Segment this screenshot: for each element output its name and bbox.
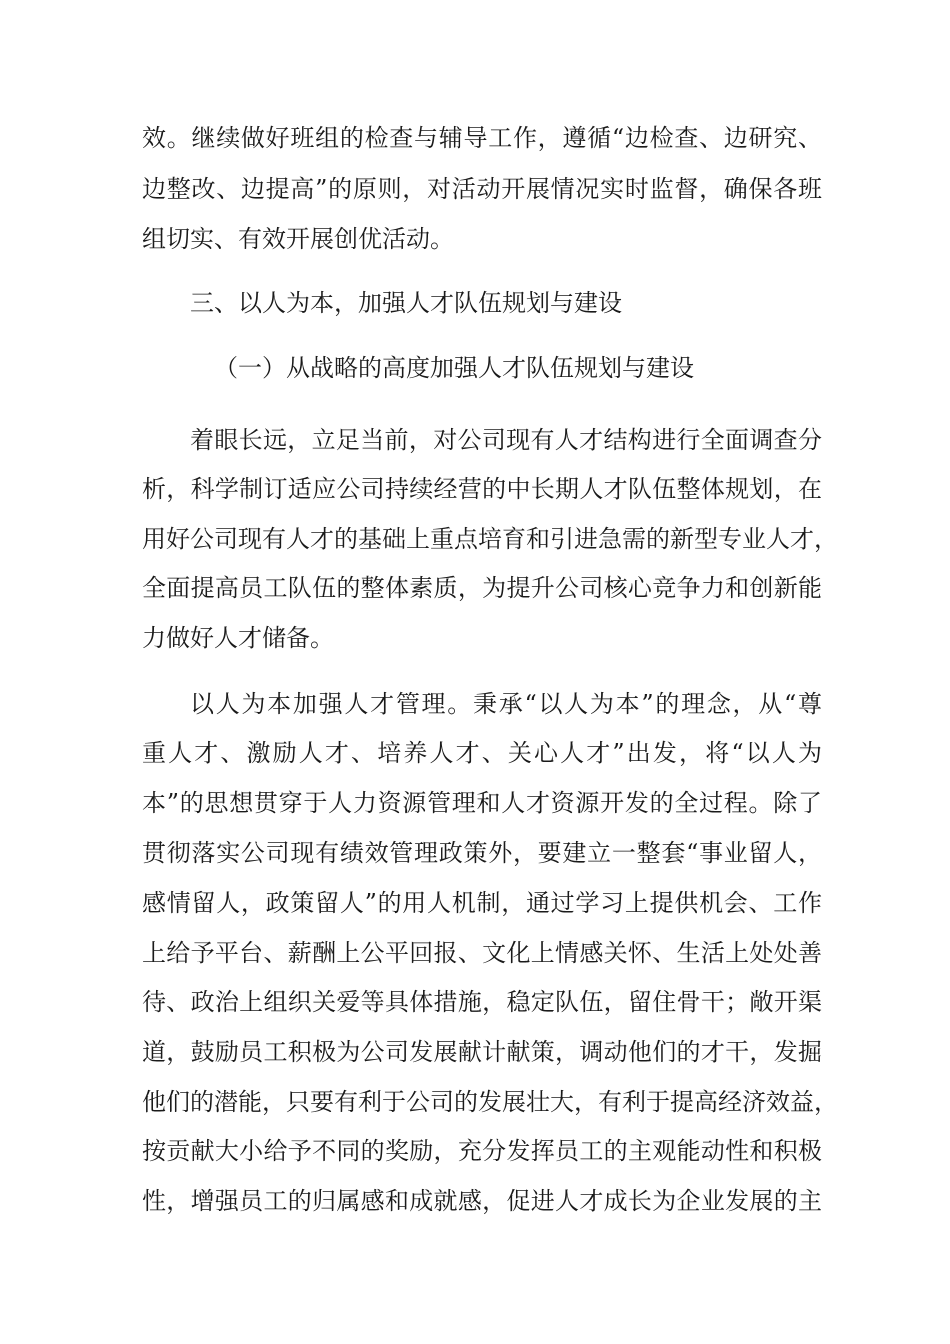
text-line: 性，增强员工的归属感和成就感，促进人才成长为企业发展的主 bbox=[142, 1187, 822, 1215]
text-line: 用好公司现有人才的基础上重点培育和引进急需的新型专业人才， bbox=[142, 525, 838, 553]
text-line: 析，科学制订适应公司持续经营的中长期人才队伍整体规划，在 bbox=[142, 475, 822, 503]
text-line: 待、政治上组织关爱等具体措施，稳定队伍，留住骨干；敞开渠 bbox=[142, 988, 822, 1016]
text-line: 上给予平台、薪酬上公平回报、文化上情感关怀、生活上处处善 bbox=[142, 939, 822, 967]
text-line: 感情留人，政策留人”的用人机制，通过学习上提供机会、工作 bbox=[142, 889, 822, 917]
text-line: 着眼长远，立足当前，对公司现有人才结构进行全面调查分 bbox=[190, 426, 822, 454]
text-line: 以人为本加强人才管理。秉承“以人为本”的理念，从“尊 bbox=[190, 690, 822, 718]
section-heading: 三、以人为本，加强人才队伍规划与建设 bbox=[190, 289, 622, 317]
text-line: 道，鼓励员工积极为公司发展献计献策，调动他们的才干，发掘 bbox=[142, 1038, 822, 1066]
text-line: 贯彻落实公司现有绩效管理政策外，要建立一整套“事业留人， bbox=[142, 839, 822, 867]
text-line: 力做好人才储备。 bbox=[142, 624, 334, 652]
text-line: 效。继续做好班组的检查与辅导工作，遵循“边检查、边研究、 bbox=[142, 124, 822, 152]
subsection-heading: （一）从战略的高度加强人才队伍规划与建设 bbox=[214, 354, 694, 382]
text-line: 全面提高员工队伍的整体素质，为提升公司核心竞争力和创新能 bbox=[142, 574, 822, 602]
text-line: 按贡献大小给予不同的奖励，充分发挥员工的主观能动性和积极 bbox=[142, 1137, 822, 1165]
text-line: 组切实、有效开展创优活动。 bbox=[142, 225, 454, 253]
text-line: 边整改、边提高”的原则，对活动开展情况实时监督，确保各班 bbox=[142, 175, 822, 203]
text-line: 他们的潜能，只要有利于公司的发展壮大，有利于提高经济效益， bbox=[142, 1088, 838, 1116]
text-line: 重人才、激励人才、培养人才、关心人才”出发，将“以人为 bbox=[142, 739, 822, 767]
text-line: 本”的思想贯穿于人力资源管理和人才资源开发的全过程。除了 bbox=[142, 789, 822, 817]
